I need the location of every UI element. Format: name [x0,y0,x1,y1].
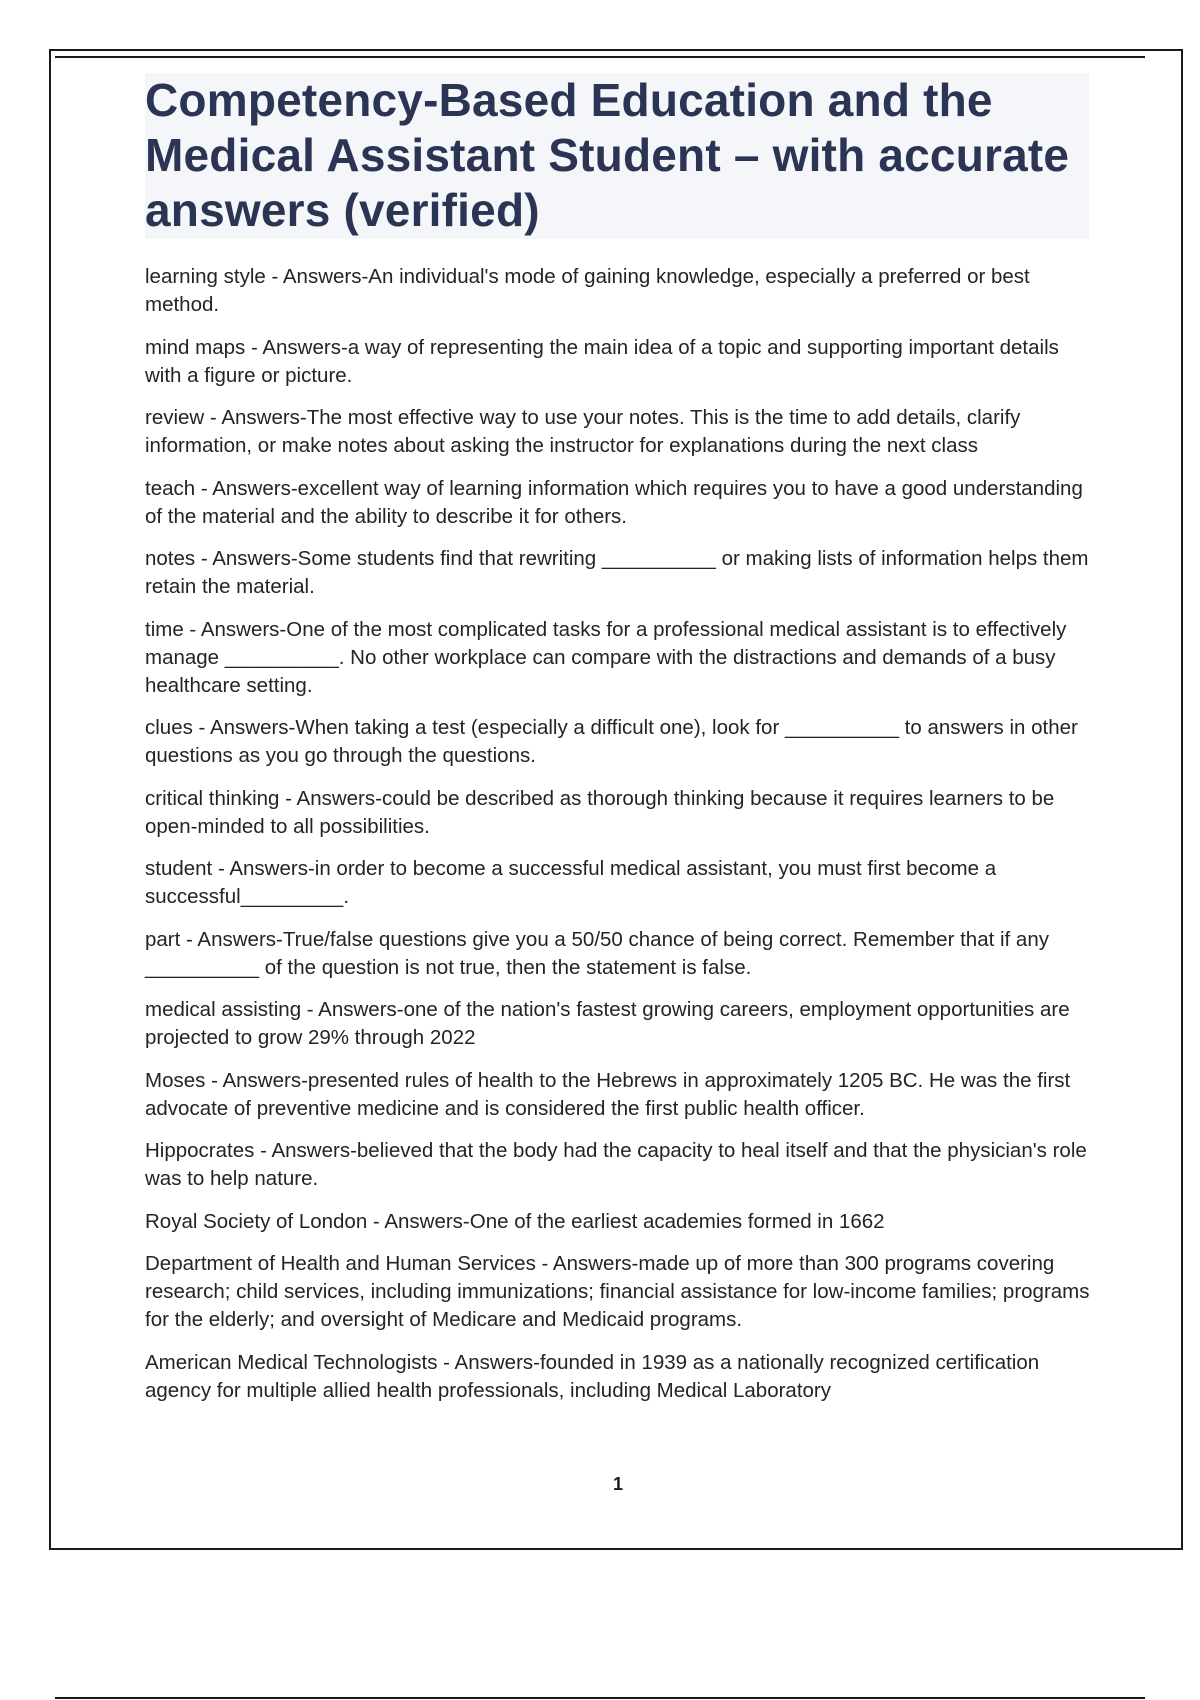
entry-royal-society: Royal Society of London - Answers-One of the earliest academies formed in 1662 [145,1209,885,1233]
entry-moses: Moses - Answers-presented rules of health to the Hebrews in approximately 1205 BC. He was the first advocate of preventive medicine and is considered the first public health officer. [145,1068,1071,1120]
entries-list [145,263,1095,1419]
bottom-rule [55,1697,1145,1699]
entry-student: student - Answers-in order to become a successful medical assistant, you must first become a successful_________. [145,857,997,908]
entry-teach: teach - Answers-excellent way of learning information which requires you to have a good understanding of the material and the ability to describe it for others. [145,476,1083,528]
entry-time: time - Answers-One of the most complicated tasks for a professional medical assistant is to effectively manage __________. No other workplace can compare with the distractions and demands of a busy healthcare setting. [145,617,1067,697]
entry-clues: clues - Answers-When taking a test (especially a difficult one), look for __________ to answers in other questions as you go through the questions. [145,716,1078,767]
document-title: Competency-Based Education and the Medical Assistant Student – with accurate answers (verified) [145,74,1070,236]
entry-critical-thinking: critical thinking - Answers-could be described as thorough thinking because it requires learners to be open-minded to all possibilities. [145,786,1055,838]
entry-medical-assisting: medical assisting - Answers-one of the nation's fastest growing careers, employment opportunities are projected to grow 29% through 2022 [145,998,1070,1049]
entry-hippocrates: Hippocrates - Answers-believed that the body had the capacity to heal itself and that the physician's role was to help nature. [145,1139,1087,1190]
entry-amt: American Medical Technologists - Answers-founded in 1939 as a nationally recognized certification agency for multiple allied health professionals, including Medical Laboratory [145,1350,1040,1402]
entry-notes: notes - Answers-Some students find that rewriting __________ or making lists of information helps them retain the material. [145,547,1089,598]
entry-hhs: Department of Health and Human Services - Answers-made up of more than 300 programs covering research; child services, including immunizations; financial assistance for low-income families; programs for the elderly; and oversight of Medicare and Medicaid programs. [145,1252,1090,1331]
top-rule [55,56,1145,58]
entry-review: review - Answers-The most effective way to use your notes. This is the time to add details, clarify information, or make notes about asking the instructor for explanations during the next class [145,406,1021,457]
entry-part: part - Answers-True/false questions give you a 50/50 chance of being correct. Remember that if any __________ of the question is not true, then the statement is false. [145,927,1049,979]
page-number: 1 [612,1474,623,1494]
title-block [145,73,1089,239]
entry-mind-maps: mind maps - Answers-a way of representing the main idea of a topic and supporting important details with a figure or picture. [145,335,1059,387]
entry-learning-style: learning style - Answers-An individual's mode of gaining knowledge, especially a preferred or best method. [145,265,1030,316]
